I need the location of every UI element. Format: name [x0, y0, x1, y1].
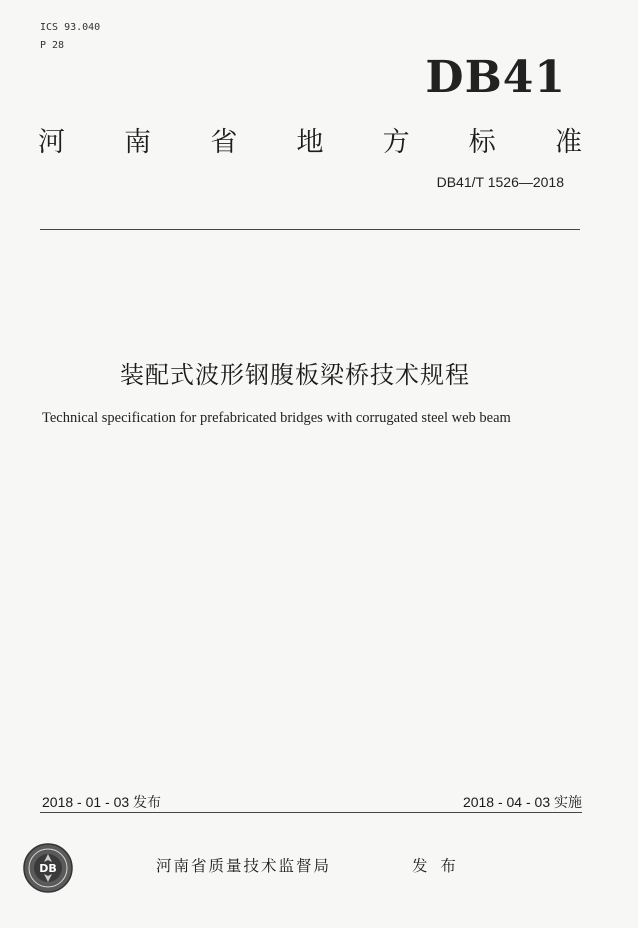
- standard-logo: DB41: [425, 52, 566, 103]
- footer-divider: [40, 812, 582, 813]
- standard-type-char: 省: [210, 127, 238, 158]
- publisher-name: 河南省质量技术监督局: [156, 857, 332, 875]
- document-title-en: Technical specification for prefabricated bridges with corrugated steel web beam: [42, 410, 511, 426]
- publish-label: 发 布: [412, 857, 460, 875]
- document-title-zh: 装配式波形钢腹板梁桥技术规程: [120, 361, 470, 389]
- standard-type-char: 地: [296, 127, 324, 158]
- implementation-date: 2018 - 04 - 03 实施: [462, 794, 582, 810]
- standard-type-char: 方: [382, 127, 410, 158]
- seal-lettering: DB: [39, 862, 57, 875]
- header-divider: [40, 229, 580, 230]
- standard-type-char: 南: [124, 127, 152, 158]
- ics-code: ICS 93.040: [40, 22, 101, 33]
- standard-number: DB41/T 1526—2018: [436, 174, 564, 190]
- standard-type-char: 准: [554, 127, 582, 158]
- issue-date: 2018 - 01 - 03 发布: [42, 794, 162, 810]
- publisher-seal-icon: [22, 842, 74, 894]
- standard-type-char: 河: [38, 127, 65, 158]
- standard-type-heading: [38, 120, 582, 159]
- ccs-code: P 28: [40, 40, 65, 51]
- standard-type-char: 标: [468, 127, 496, 158]
